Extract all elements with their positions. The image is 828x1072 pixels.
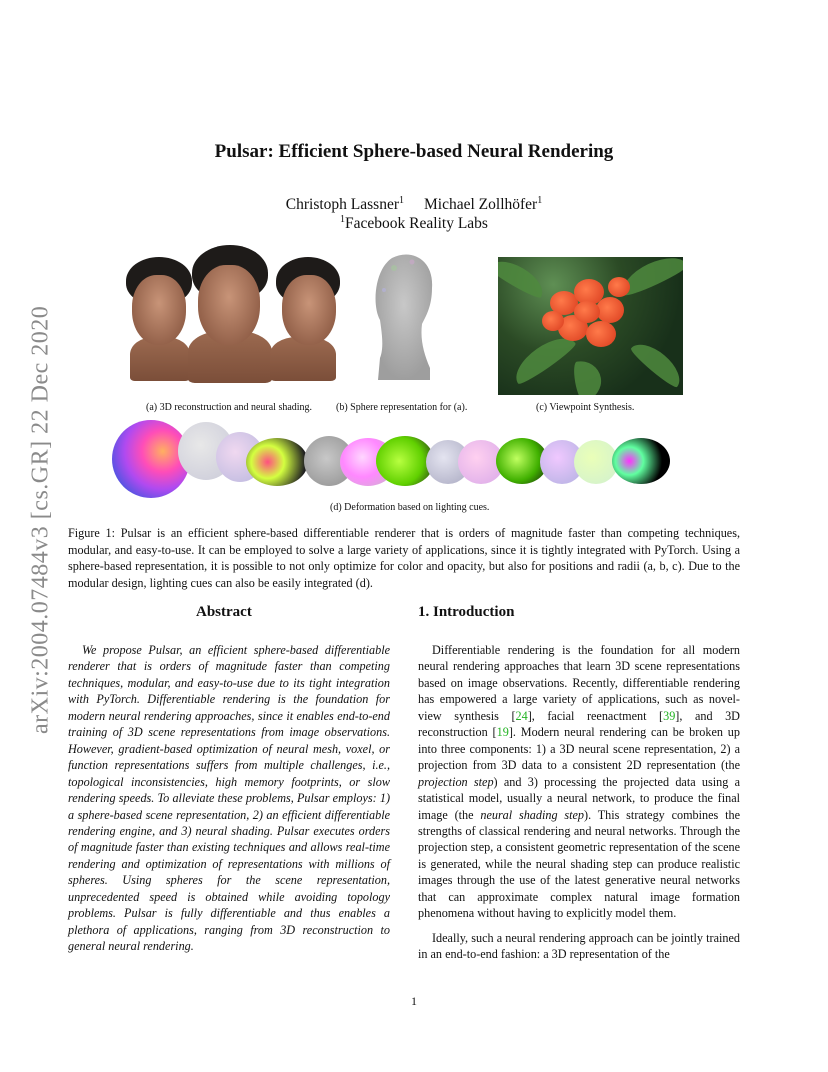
figure-1c-viewpoint-synthesis-photo — [498, 257, 683, 395]
figure-1d-label: (d) Deformation based on lighting cues. — [330, 502, 490, 513]
figure-1d-deformation-sequence — [108, 418, 708, 488]
abstract-column — [68, 642, 390, 955]
figure-1b-label: (b) Sphere representation for (a). — [336, 402, 468, 413]
figure-1c-label: (c) Viewpoint Synthesis. — [536, 402, 635, 413]
page-number: 1 — [411, 994, 417, 1008]
affiliation-marker: 1 — [399, 195, 405, 206]
affiliation-name: Facebook Reality Labs — [345, 215, 488, 232]
arxiv-identifier: arXiv:2004.07484v3 [cs.GR] 22 Dec 2020 — [27, 305, 54, 735]
author-name: Christoph Lassner — [285, 196, 400, 213]
affiliation-marker: 1 — [340, 214, 346, 225]
rendered-head-image — [266, 255, 346, 381]
author-name: Michael Zollhöfer — [424, 196, 538, 213]
citation-link[interactable]: 24 — [515, 708, 528, 723]
abstract-heading: Abstract — [196, 604, 252, 620]
figure-1a-heads — [108, 243, 388, 383]
introduction-heading: 1. Introduction — [418, 604, 515, 620]
figure-1a-label: (a) 3D reconstruction and neural shading. — [146, 402, 313, 413]
author-list — [0, 195, 828, 214]
abstract-text: We propose Pulsar, an efficient sphere-based differentiable renderer that is orders of magnitude faster than competing techniques, modular, and easy-to-use due to its tight integration with PyTorch. Differentiable rendering is the foundation for modern neural rendering approaches, since it enables end-to-end training of 3D scene representations from image observations. However, gradient-based optimization of neural mesh, voxel, or function representations suffers from multiple challenges, i.e., topological inconsistencies, high memory footprints, or slow rendering speeds. To alleviate these problems, Pulsar employs: 1) a sphere-based scene representation, 2) an efficient differentiable rendering engine, and 3) neural shading. Pulsar executes orders of magnitude faster than existing techniques and allows real-time rendering and optimization of representations with millions of spheres. Using spheres for the scene representation, unprecedented speed is obtained while avoiding topology problems. Pulsar is fully differentiable and thus enables a plethora of applications, ranging from 3D reconstruction to general neural rendering. — [68, 643, 390, 954]
intro-paragraph-1: Differentiable rendering is the foundation for all modern neural rendering approaches that learn 3D scene representations based on image observations. Recently, differentiable rendering has empowered a large variety of applications, such as novel-view synthesis [24], facial reenactment [39], and 3D reconstruction [19]. Modern neural rendering can be broken up into three components: 1) a 3D neural scene representation, 2) a projection from 3D data to a consistent 2D representation (the projection step) and 3) processing the projected data using a statistical model, usually a neural network, to produce the final image (the neural shading step). This strategy combines the strengths of classical rendering and neural networks. Through the projection step, a consistent geometric representation of the scene is generated, while the neural shading step can produce realistic images through the use of the latest generative neural networks that can approximate complex natural image formation phenomena without having to explicitly model them. — [418, 643, 740, 921]
introduction-column — [418, 642, 740, 963]
paper-title: Pulsar: Efficient Sphere-based Neural Rendering — [214, 141, 614, 162]
figure-caption: Figure 1: Pulsar is an efficient sphere-based differentiable renderer that is orders of magnitude faster than competing techniques, modular, and easy-to-use. It can be employed to solve a large variety of applications, since it is tightly integrated with PyTorch. Using a sphere-based representation, it is possible to not only optimize for color and opacity, but also for positions and radii (a, b, c). Due to the modular design, lighting cues can also be easily integrated (d). — [68, 526, 740, 590]
rendered-head-image — [184, 243, 276, 383]
affiliation — [0, 214, 828, 233]
figure-1b-sphere-representation — [372, 250, 438, 380]
affiliation-marker: 1 — [537, 195, 543, 206]
citation-link[interactable]: 39 — [663, 708, 676, 723]
citation-link[interactable]: 19 — [496, 725, 509, 740]
intro-paragraph-2: Ideally, such a neural rendering approach can be jointly trained in an end-to-end fashion: a 3D representation of the — [418, 930, 740, 962]
